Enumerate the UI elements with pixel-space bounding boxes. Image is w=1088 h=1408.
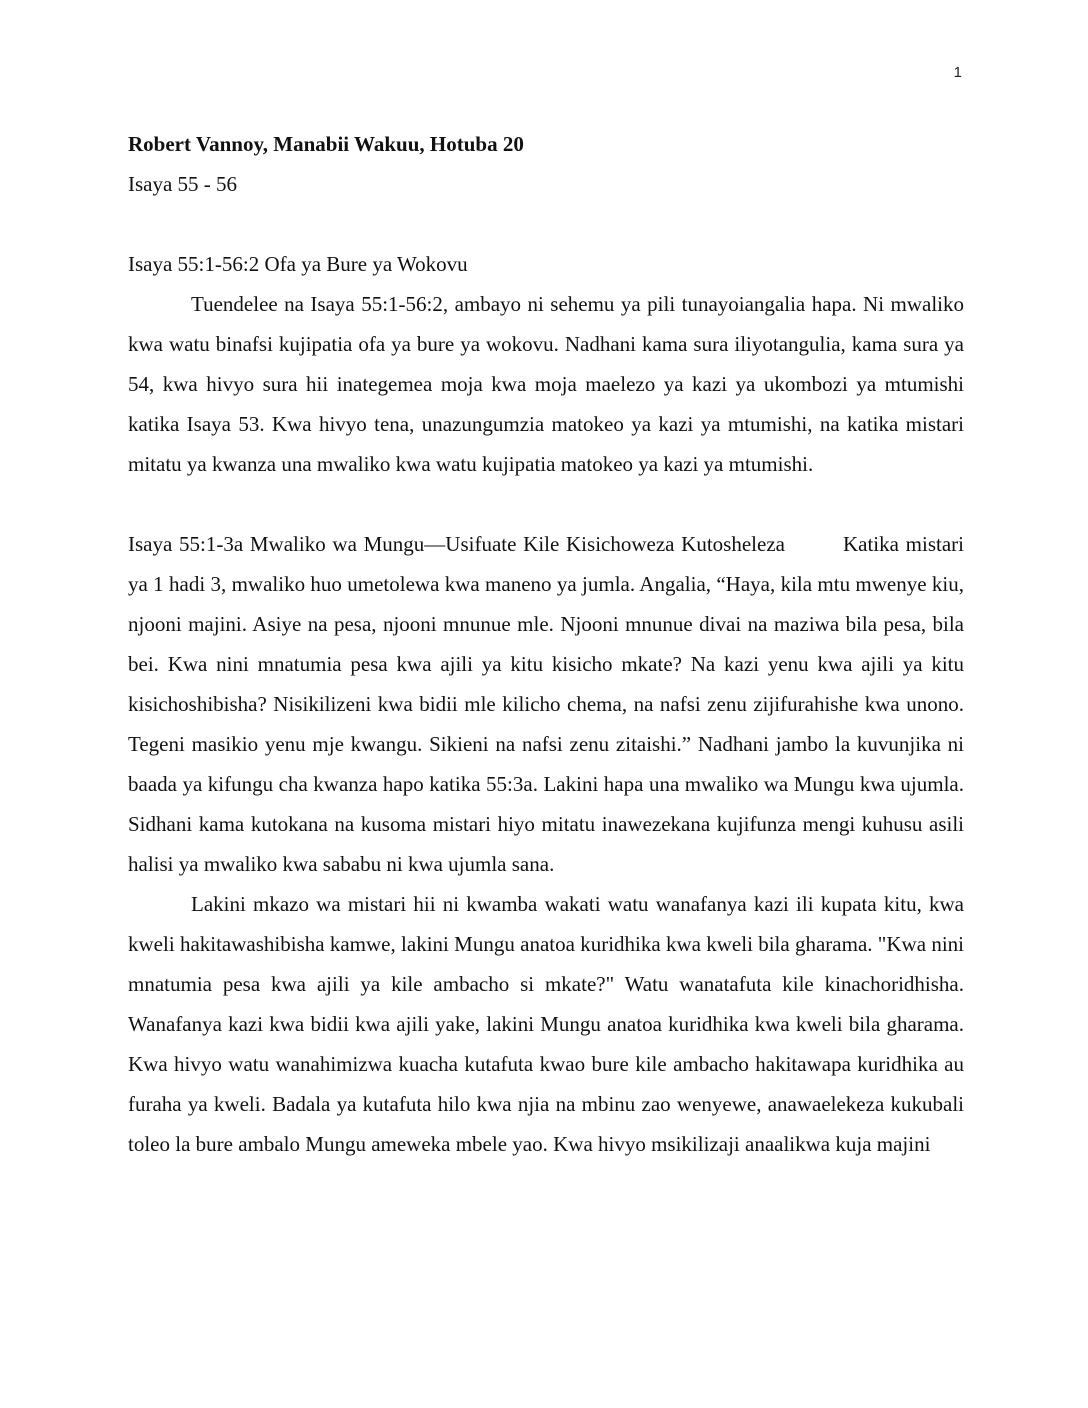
document-subtitle: Isaya 55 - 56	[128, 172, 238, 196]
section-2-paragraph-1: Katika mistari ya 1 hadi 3, mwaliko huo umetolewa kwa maneno ya jumla. Angalia, “Haya, kila mtu mwenye kiu, njooni majini. Asiye na pesa, njooni mnunue mle. Njooni mnunue divai na maziwa bila pesa, bila bei. Kwa nini mnatumia pesa kwa ajili ya kitu kisicho mkate? Na kazi yenu kwa ajili ya kitu kisichoshibisha? Nisikilizeni kwa bidii mle kilicho chema, na nafsi zenu zijifurahishe kwa unono. Tegeni masikio yenu mje kwangu. Sikieni na nafsi zenu zitaishi.” Nadhani jambo la kuvunjika ni baada ya kifungu cha kwanza hapo katika 55:3a. Lakini hapa una mwaliko wa Mungu kwa ujumla. Sidhani kama kutokana na kusoma mistari hiyo mitatu inawezekana kujifunza mengi kuhusu asili halisi ya mwaliko kwa sababu ni kwa ujumla sana.	[128, 532, 964, 876]
section-heading-1: Isaya 55:1-56:2 Ofa ya Bure ya Wokovu	[128, 252, 468, 276]
section-heading-2: Isaya 55:1-3a Mwaliko wa Mungu—Usifuate Kile Kisichoweza Kutosheleza	[128, 532, 785, 556]
section-2-paragraph-2: Lakini mkazo wa mistari hii ni kwamba wakati watu wanafanya kazi ili kupata kitu, kwa kweli hakitawashibisha kamwe, lakini Mungu anatoa kuridhika kwa kweli bila gharama. "Kwa nini mnatumia pesa kwa ajili ya kile ambacho si mkate?" Watu wanatafuta kile kinachoridhisha. Wanafanya kazi kwa bidii kwa ajili yake, lakini Mungu anatoa kuridhika kwa kweli bila gharama. Kwa hivyo watu wanahimizwa kuacha kutafuta kwao bure kile ambacho hakitawapa kuridhika au furaha ya kweli. Badala ya kutafuta hilo kwa njia na mbinu zao wenyewe, anawaelekeza kukubali toleo la bure ambalo Mungu ameweka mbele yao. Kwa hivyo msikilizaji anaalikwa kuja majini	[128, 892, 964, 1156]
document-title: Robert Vannoy, Manabii Wakuu, Hotuba 20	[128, 132, 524, 156]
page-number: 1	[953, 64, 962, 81]
document-body	[128, 124, 964, 1164]
section-2-heading-paragraph	[128, 524, 964, 884]
section-1-paragraph-1: Tuendelee na Isaya 55:1-56:2, ambayo ni sehemu ya pili tunayoiangalia hapa. Ni mwaliko kwa watu binafsi kujipatia ofa ya bure ya wokovu. Nadhani kama sura iliyotangulia, kama sura ya 54, kwa hivyo sura hii inategemea moja kwa moja maelezo ya kazi ya ukombozi ya mtumishi katika Isaya 53. Kwa hivyo tena, unazungumzia matokeo ya kazi ya mtumishi, na katika mistari mitatu ya kwanza una mwaliko kwa watu kujipatia matokeo ya kazi ya mtumishi.	[128, 292, 964, 476]
